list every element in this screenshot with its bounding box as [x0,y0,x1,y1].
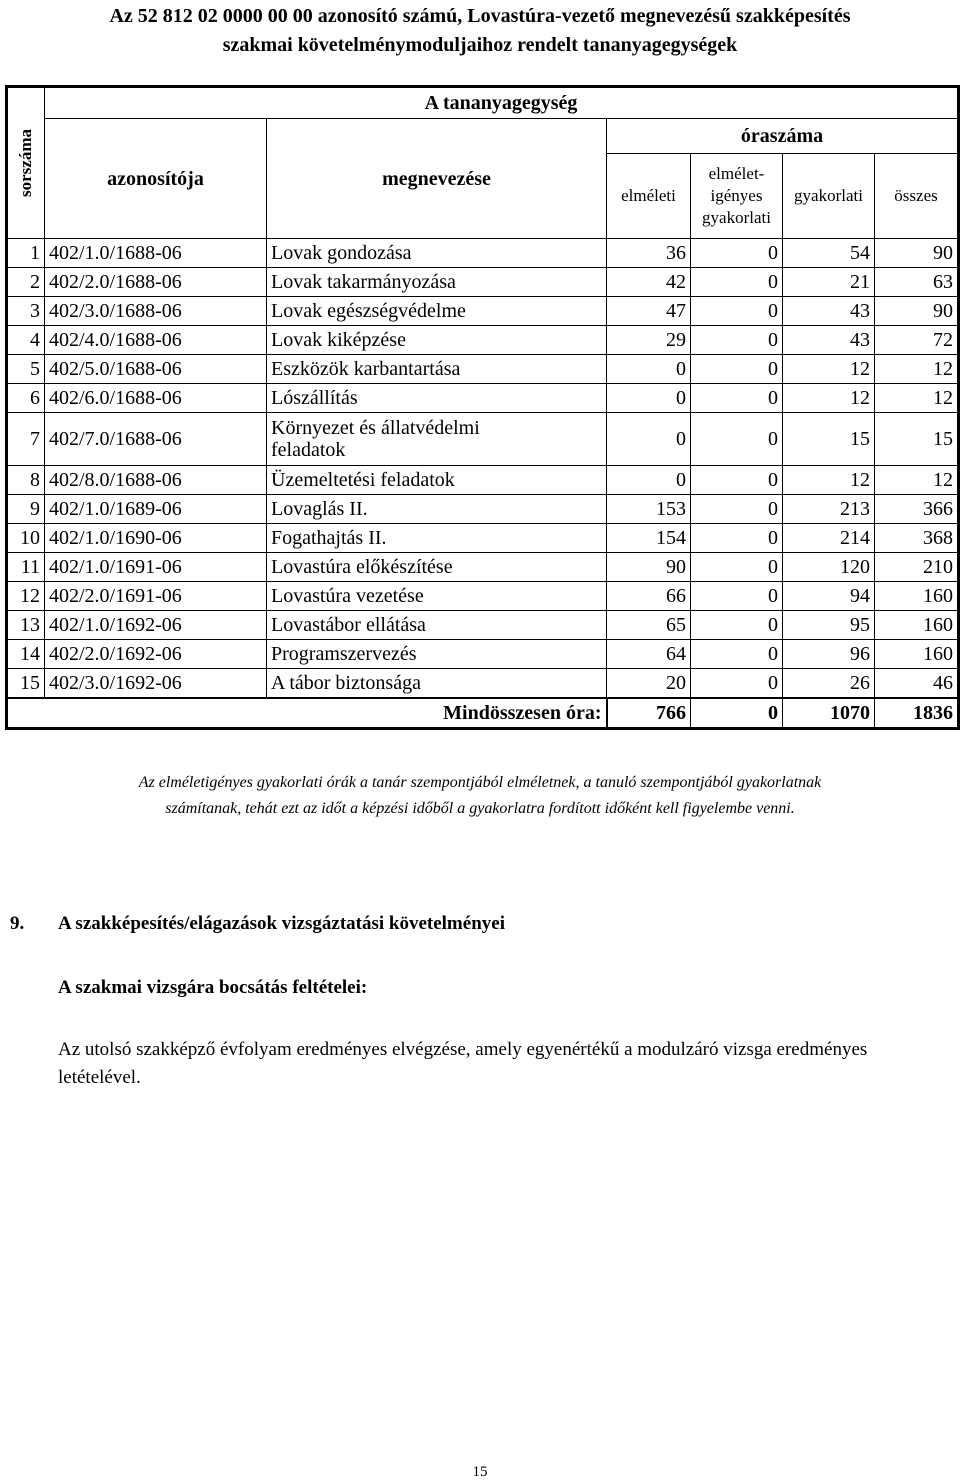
table-row [7,239,959,268]
total-eg: 0 [691,698,783,729]
row-name: Lovastúra előkészítése [267,553,607,582]
row-gyakorlati: 12 [783,384,875,413]
row-name: Lovaglás II. [267,495,607,524]
row-name: Lovak egészségvédelme [267,297,607,326]
row-number: 12 [7,582,45,611]
row-osszes: 12 [875,384,959,413]
row-osszes: 63 [875,268,959,297]
row-gyakorlati: 12 [783,466,875,495]
table-row [7,669,959,699]
row-id: 402/7.0/1688-06 [45,413,267,466]
row-name: Eszközök karbantartása [267,355,607,384]
row-elmeletigenyes: 0 [691,640,783,669]
row-number: 10 [7,524,45,553]
row-elmeleti: 42 [607,268,691,297]
row-osszes: 90 [875,239,959,268]
row-osszes: 46 [875,669,959,699]
section-paragraph: Az utolsó szakképző évfolyam eredményes elvégzése, amely egyenértékű a modulzáró vizsga eredményes letételével. [58,1039,868,1088]
row-elmeleti: 66 [607,582,691,611]
header-megnevezese: megnevezése [267,119,607,239]
header-azonositoja: azonosítója [45,119,267,239]
row-elmeletigenyes: 0 [691,297,783,326]
row-id: 402/1.0/1688-06 [45,239,267,268]
total-o: 1836 [875,698,959,729]
footnote-line-1: Az elméletigényes gyakorlati órák a tanár szempontjából elméletnek, a tanuló szempontjából gyakorlatnak [138,774,822,791]
header-sorszama: sorszáma [7,87,45,239]
row-osszes: 210 [875,553,959,582]
row-name: Lószállítás [267,384,607,413]
row-elmeleti: 20 [607,669,691,699]
row-elmeletigenyes: 0 [691,524,783,553]
row-number: 6 [7,384,45,413]
row-gyakorlati: 120 [783,553,875,582]
row-id: 402/1.0/1690-06 [45,524,267,553]
table-row [7,268,959,297]
row-id: 402/2.0/1692-06 [45,640,267,669]
row-gyakorlati: 43 [783,326,875,355]
row-osszes: 160 [875,582,959,611]
row-id: 402/5.0/1688-06 [45,355,267,384]
row-gyakorlati: 213 [783,495,875,524]
footnote-line-2: számítanak, tehát ezt az időt a képzési időből a gyakorlatra fordított időként kell figyelembe venni. [165,800,795,817]
row-elmeletigenyes: 0 [691,495,783,524]
header-osszes: összes [875,154,959,239]
row-gyakorlati: 54 [783,239,875,268]
table-row [7,582,959,611]
page-number: 15 [472,1464,488,1480]
row-elmeletigenyes: 0 [691,669,783,699]
section-title: A szakképesítés/elágazások vizsgáztatási követelményei [58,913,505,934]
row-number: 3 [7,297,45,326]
row-number: 15 [7,669,45,699]
row-elmeletigenyes: 0 [691,582,783,611]
row-elmeletigenyes: 0 [691,239,783,268]
row-id: 402/8.0/1688-06 [45,466,267,495]
row-elmeleti: 47 [607,297,691,326]
row-name: Lovak gondozása [267,239,607,268]
row-id: 402/3.0/1688-06 [45,297,267,326]
table-row [7,355,959,384]
row-osszes: 90 [875,297,959,326]
row-number: 13 [7,611,45,640]
total-e: 766 [607,698,691,729]
row-name: Környezet és állatvédelmi feladatok [267,413,607,466]
row-elmeleti: 65 [607,611,691,640]
row-osszes: 160 [875,640,959,669]
table-row [7,413,959,466]
row-osszes: 366 [875,495,959,524]
table-row [7,611,959,640]
row-id: 402/3.0/1692-06 [45,669,267,699]
row-elmeleti: 154 [607,524,691,553]
row-id: 402/6.0/1688-06 [45,384,267,413]
row-elmeletigenyes: 0 [691,413,783,466]
total-gy: 1070 [783,698,875,729]
row-number: 4 [7,326,45,355]
row-osszes: 368 [875,524,959,553]
row-elmeletigenyes: 0 [691,611,783,640]
row-name: Lovastúra vezetése [267,582,607,611]
row-gyakorlati: 94 [783,582,875,611]
row-gyakorlati: 95 [783,611,875,640]
row-id: 402/2.0/1688-06 [45,268,267,297]
row-id: 402/1.0/1689-06 [45,495,267,524]
table-row [7,524,959,553]
header-elmeletigenyes: elmélet-igényes gyakorlati [691,154,783,239]
row-name: Üzemeltetési feladatok [267,466,607,495]
row-elmeletigenyes: 0 [691,355,783,384]
table-row [7,297,959,326]
curriculum-table [5,85,960,730]
row-elmeleti: 90 [607,553,691,582]
row-osszes: 160 [875,611,959,640]
row-osszes: 72 [875,326,959,355]
title-line-2: szakmai követelménymoduljaihoz rendelt tananyagegységek [222,34,738,56]
total-label: Mindösszesen óra: [7,698,607,729]
row-number: 7 [7,413,45,466]
row-osszes: 15 [875,413,959,466]
row-gyakorlati: 26 [783,669,875,699]
row-id: 402/1.0/1691-06 [45,553,267,582]
row-number: 5 [7,355,45,384]
table-row [7,553,959,582]
row-elmeletigenyes: 0 [691,268,783,297]
row-number: 14 [7,640,45,669]
row-gyakorlati: 15 [783,413,875,466]
section-subheading: A szakmai vizsgára bocsátás feltételei: [58,977,368,998]
row-number: 9 [7,495,45,524]
row-name: Fogathajtás II. [267,524,607,553]
row-gyakorlati: 214 [783,524,875,553]
row-name: Lovak takarmányozása [267,268,607,297]
row-elmeleti: 0 [607,384,691,413]
total-row [7,698,959,729]
header-elmeleti: elméleti [607,154,691,239]
row-osszes: 12 [875,466,959,495]
row-number: 8 [7,466,45,495]
row-name: Programszervezés [267,640,607,669]
table-row [7,466,959,495]
title-line-1: Az 52 812 02 0000 00 00 azonosító számú, Lovastúra-vezető megnevezésű szakképesítés [109,5,851,27]
row-number: 2 [7,268,45,297]
row-elmeleti: 29 [607,326,691,355]
row-gyakorlati: 21 [783,268,875,297]
table-row [7,640,959,669]
row-elmeleti: 0 [607,355,691,384]
row-id: 402/4.0/1688-06 [45,326,267,355]
header-gyakorlati: gyakorlati [783,154,875,239]
table-row [7,326,959,355]
row-elmeleti: 64 [607,640,691,669]
row-name: Lovastábor ellátása [267,611,607,640]
row-elmeleti: 153 [607,495,691,524]
table-row [7,384,959,413]
document-title [0,2,960,60]
row-elmeletigenyes: 0 [691,384,783,413]
row-gyakorlati: 96 [783,640,875,669]
section-heading [10,913,505,935]
row-elmeleti: 0 [607,466,691,495]
section-number: 9. [10,913,25,934]
row-elmeleti: 0 [607,413,691,466]
row-elmeletigenyes: 0 [691,466,783,495]
row-number: 11 [7,553,45,582]
row-number: 1 [7,239,45,268]
row-elmeletigenyes: 0 [691,553,783,582]
row-elmeleti: 36 [607,239,691,268]
row-name: Lovak kiképzése [267,326,607,355]
row-osszes: 12 [875,355,959,384]
row-gyakorlati: 43 [783,297,875,326]
footnote [0,770,960,822]
row-gyakorlati: 12 [783,355,875,384]
row-id: 402/1.0/1692-06 [45,611,267,640]
table-row [7,495,959,524]
row-name: A tábor biztonsága [267,669,607,699]
row-elmeletigenyes: 0 [691,326,783,355]
header-group: A tananyagegység [45,87,959,119]
row-id: 402/2.0/1691-06 [45,582,267,611]
header-oraszama: óraszáma [607,119,959,154]
